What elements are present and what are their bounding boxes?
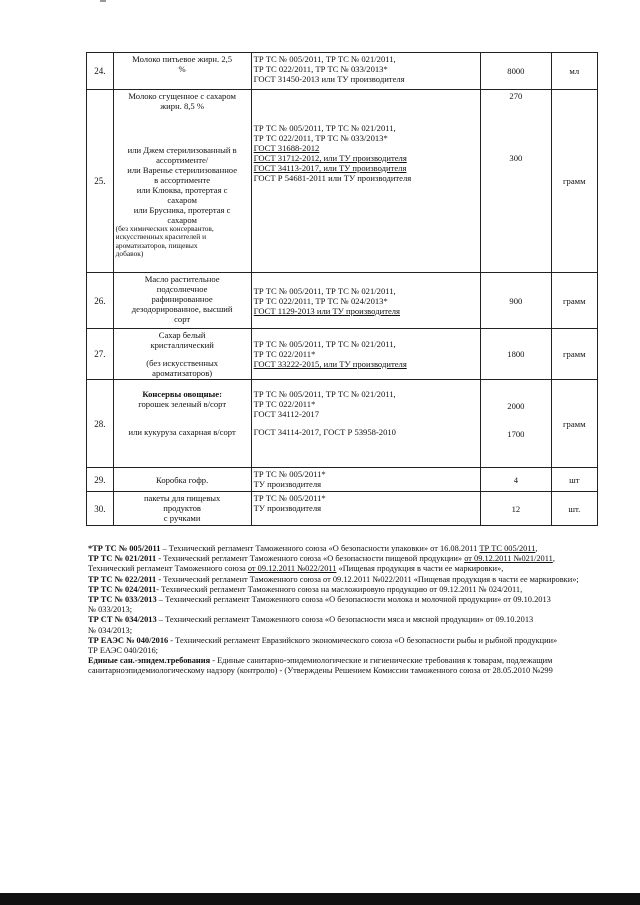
row-number: 27. [87,329,114,380]
name-line: Молоко питьевое жирн. 2,5 [132,54,233,64]
std-line: ТР ТС № 005/2011, ТР ТС № 021/2011, [253,54,396,64]
standards-cell [251,492,481,526]
quantity: 8000 [481,53,551,90]
std-line: ГОСТ 34113-2017, или ТУ производителя [253,163,407,173]
name-line: кристаллический [150,340,214,350]
product-name [113,273,251,329]
product-name [113,468,251,492]
footnote: ТР ЕАЭС № 040/2016 - Технический регламент Евразийского экономического союза «О безопасности рыбы и рыбной продукции» [88,635,558,645]
std-line: ГОСТ 1129-2013 или ТУ производителя [253,305,401,316]
name-line: (без химических консервантов, [115,224,214,233]
std-line: ГОСТ 31712-2012, или ТУ производителя [253,153,407,163]
scan-edge-bar [0,893,640,905]
std-line: ТР ТС 022/2011, ТР ТС № 033/2013* [253,64,388,74]
footnote: ТР ТС № 022/2011 - Технический регламент Таможенного союза от 09.12.2011 №022/2011 «Пищевая продукция в части ее маркировки»; [88,574,579,584]
footnote: ТР ТС № 024/2011- Технический регламент Таможенного союза на масложировую продукцию от 09.12.2011 № 024/2011, [88,584,523,594]
std-line: ГОСТ 33222-2015, или ТУ производителя [253,359,407,369]
quantity-cell [481,380,551,468]
standards-cell [251,90,481,273]
standards-cell [251,273,481,329]
name-line: или Джем стерилизованный в [127,145,237,155]
quantity: 2000 [507,401,525,411]
standards-cell [251,53,481,90]
std-line: ТР ТС 022/2011* [253,349,316,359]
name-line: горошек зеленый в/сорт [138,399,227,409]
name-line: Коробка гофр. [156,474,209,485]
footnote: Технический регламент Таможенного союза от 09.12.2011 №022/2011 «Пищевая продукция в части ее маркировки», [88,564,504,574]
std-line: ГОСТ 34114-2017, ГОСТ Р 53958-2010 [253,427,396,437]
std-line: ТР ТС № 005/2011, ТР ТС № 021/2011, [253,389,396,399]
product-name [113,90,251,273]
name-line: или Клюква, протертая с [136,185,228,195]
std-line: ТР ТС 022/2011, ТР ТС № 033/2013* [253,133,388,143]
std-line: ГОСТ 34112-2017 [253,409,320,419]
std-line: ТР ТС № 005/2011, ТР ТС № 021/2011, [253,123,396,133]
name-line: добавок) [115,249,144,259]
std-line: ТУ производителя [253,503,322,513]
goods-table [86,52,598,526]
name-line: подсолнечное [156,284,208,294]
std-line: ТР ТС 022/2011* [253,399,316,409]
name-line: Молоко сгущенное с сахаром [128,91,236,101]
footnote: № 033/2013; [88,605,133,615]
table-row [87,468,598,492]
std-line: ГОСТ 31450-2013 или ТУ производителя [253,74,405,84]
std-line: ТР ТС № 005/2011* [253,493,326,503]
row-number: 30. [87,492,114,526]
row-number: 24. [87,53,114,90]
footnote: ТР ТС № 021/2011 - Технический регламент Таможенного союза «О безопасности пищевой продукции» от 09.12.2011 №021/2011, [88,554,555,564]
quantity-cell [481,90,551,273]
footnote: Единые сан.-эпидем.требования - Единые санитарно-эпидемиологические и гигиенические требования к товарам, подлежащим санитарноэпидемиологическому надзору (контролю) - (Утверждены Решением Комиссии таможенного союза от 28.05.2010 №299 [88,656,553,676]
product-name [113,329,251,380]
table-row [87,492,598,526]
quantity: 1800 [481,329,551,380]
std-line: ТР ТС 022/2011, ТР ТС № 024/2013* [253,295,388,306]
unit: грамм [551,273,597,329]
std-line: ТР ТС № 005/2011, ТР ТС № 021/2011, [253,285,396,296]
name-line: ароматизаторов, пищевых [115,240,198,250]
row-number: 26. [87,273,114,329]
unit: шт [551,468,597,492]
quantity: 12 [481,492,551,526]
quantity: 900 [481,273,551,329]
table-row [87,273,598,329]
scan-mark [100,0,106,2]
name-line: жирн. 8,5 % [160,101,205,111]
name-line: или Брусника, протертая с [133,205,231,215]
name-line: в ассортименте [154,175,211,185]
standards-cell [251,329,481,380]
footnote: ТР ЕАЭС 040/2016; [88,646,158,656]
product-name [113,492,251,526]
name-line: с ручками [163,513,201,523]
unit: шт. [551,492,597,526]
std-line: ТР ТС № 005/2011, ТР ТС № 021/2011, [253,339,396,349]
name-line: Сахар белый [158,330,206,340]
name-line: сахаром [167,195,197,205]
table-row [87,90,598,273]
name-line: ассортименте/ [156,155,209,165]
name-line: продуктов [163,503,201,513]
footnote: ТР СТ № 034/2013 – Технический регламент Таможенного союза «О безопасности мяса и мясной продукции» от 09.10.2013 [88,615,534,625]
unit: грамм [551,380,597,468]
table-row [87,380,598,468]
name-line: сахаром [167,215,197,225]
name-line: искусственных красителей и [115,232,207,242]
quantity: 270 [509,91,523,101]
name-line: или Варенье стерилизованное [127,165,238,175]
footnotes [88,544,592,677]
name-line: рафинированное [151,294,213,304]
name-line: ароматизаторов) [152,368,213,378]
quantity: 1700 [507,429,525,439]
name-line: сорт [174,314,191,324]
row-number: 28. [87,380,114,468]
product-name [113,53,251,90]
category-heading: Консервы овощные: [142,389,222,399]
unit: мл [551,53,597,90]
std-line: ГОСТ 31688-2012 [253,143,320,153]
footnote: *ТР ТС № 005/2011 – Технический регламент Таможенного союза «О безопасности упаковки» от 16.08.2011 ТР ТС 005/2011, [88,544,538,553]
name-line: % [178,64,186,74]
unit: грамм [551,329,597,380]
name-line: или кукуруза сахарная в/сорт [128,427,236,437]
std-line: ГОСТ Р 54681-2011 или ТУ производителя [253,173,412,183]
name-line: Масло растительное [144,274,220,284]
quantity: 4 [481,468,551,492]
product-name [113,380,251,468]
name-line: (без искусственных [146,358,219,368]
standards-cell [251,468,481,492]
row-number: 25. [87,90,114,273]
unit: грамм [551,90,597,273]
name-line: пакеты для пищевых [143,493,221,503]
std-line: ТУ производителя [253,479,322,489]
quantity: 300 [509,153,523,163]
table-row [87,329,598,380]
table-row [87,53,598,90]
name-line: дезодорированное, высший [131,304,233,314]
std-line: ТР ТС № 005/2011* [253,469,326,479]
footnote: № 034/2013; [88,625,133,635]
row-number: 29. [87,468,114,492]
footnote: ТР ТС № 033/2013 – Технический регламент Таможенного союза «О безопасности молока и молочной продукции» от 09.10.2013 [88,595,551,605]
standards-cell [251,380,481,468]
